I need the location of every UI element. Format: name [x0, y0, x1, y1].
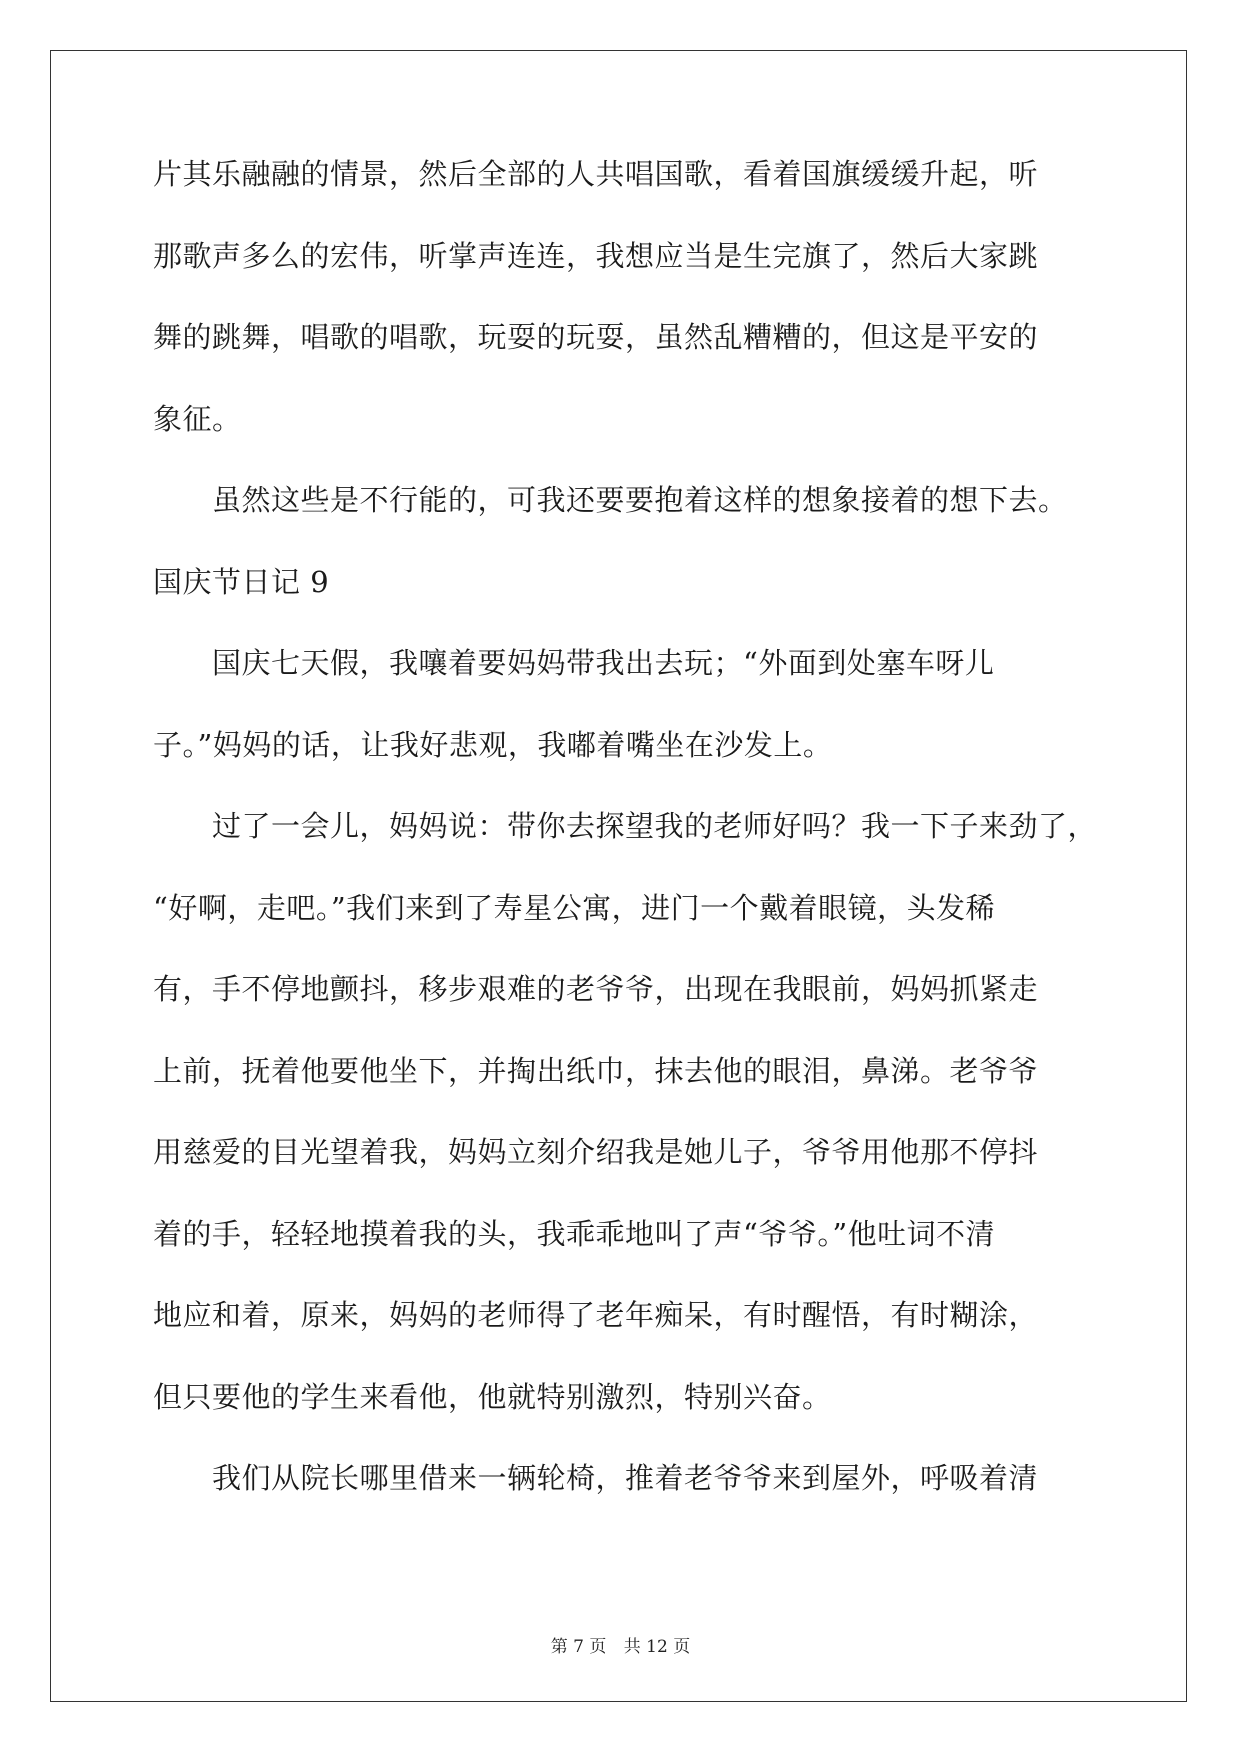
- page-total: 共 12 页: [623, 1637, 691, 1657]
- text-line: 子。”妈妈的话，让我好悲观，我嘟着嘴坐在沙发上。: [153, 727, 833, 762]
- page-footer: [0, 1632, 1241, 1657]
- text-line: 象征。: [153, 401, 242, 436]
- text-line: 着的手，轻轻地摸着我的头，我乖乖地叫了声“爷爷。”他吐词不清: [153, 1216, 996, 1251]
- document-body: [153, 157, 1098, 1546]
- text-line: 但只要他的学生来看他，他就特别激烈，特别兴奋。: [153, 1379, 832, 1414]
- text-line: 过了一会儿，妈妈说：带你去探望我的老师好吗？我一下子来劲了，: [153, 809, 1098, 843]
- text-line: 虽然这些是不行能的，可我还要要抱着这样的想象接着的想下去。: [153, 483, 1068, 517]
- text-line: 有，手不停地颤抖，移步艰难的老爷爷，出现在我眼前，妈妈抓紧走: [153, 972, 1039, 1006]
- text-line: 上前，抚着他要他坐下，并掏出纸巾，抹去他的眼泪，鼻涕。老爷爷: [153, 1053, 1039, 1088]
- text-line: 地应和着，原来，妈妈的老师得了老年痴呆，有时醒悟，有时糊涂，: [153, 1298, 1039, 1332]
- text-line: 片其乐融融的情景，然后全部的人共唱国歌，看着国旗缓缓升起，听: [153, 157, 1039, 191]
- text-line: 那歌声多么的宏伟，听掌声连连，我想应当是生完旗了，然后大家跳: [153, 238, 1039, 273]
- text-line: 舞的跳舞，唱歌的唱歌，玩耍的玩耍，虽然乱糟糟的，但这是平安的: [153, 320, 1039, 354]
- text-line: 用慈爱的目光望着我，妈妈立刻介绍我是她儿子，爷爷用他那不停抖: [153, 1135, 1039, 1169]
- page-number: 第 7 页: [550, 1637, 607, 1657]
- text-line: 国庆七天假，我嚷着要妈妈带我出去玩；“外面到处塞车呀儿: [153, 646, 995, 680]
- text-line: “好啊，走吧。”我们来到了寿星公寓，进门一个戴着眼镜，头发稀: [153, 890, 996, 925]
- text-line: 我们从院长哪里借来一辆轮椅，推着老爷爷来到屋外，呼吸着清: [153, 1461, 1039, 1495]
- section-heading: 国庆节日记 9: [153, 564, 330, 599]
